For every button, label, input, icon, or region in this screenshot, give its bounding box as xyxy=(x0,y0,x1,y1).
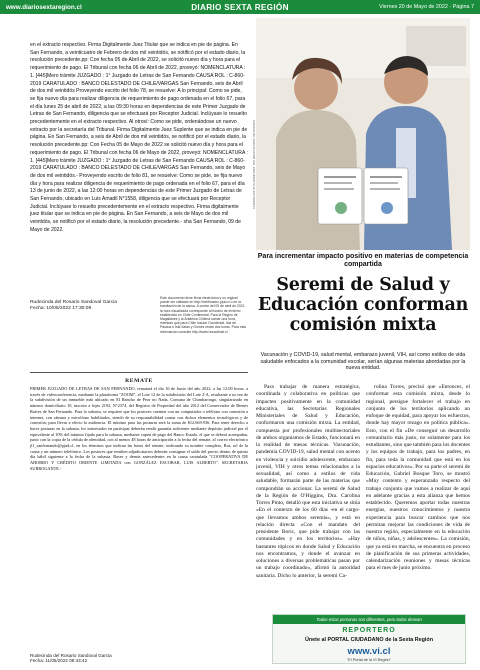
article-kicker: Para incrementar impacto positivo en materias de competencia compartida xyxy=(257,253,469,269)
remate-text: PRIMER JUZGADO DE LETRAS DE SAN FERNANDO, rematará el día 16 de Junio del año 2022, a las 12:00 horas, a través de videoconferencia, mediante la plataforma "ZOOM", el Lote 12 de la subdivisión del Lote 2-A, resultante a su vez de la subdivisión de un inmueble más ubicado en El Rancho de Peor no Nada, Comuna de Chimbarongo, singularizado en número domiciliario 10, inscrito a fojas 2192, N°2374, del Registro de Propiedad del año 2012 del Conservador de Bienes Raíces de San Fernando. Para la subasta, se requiere que los postores cuenten con un computador o teléfono con conexión a internet, con cámara y micrófono habilitados, siendo de su responsabilidad contar con dichos elementos tecnológicos y de conexión; para llevar a efecto la audiencia. El mínimo para las posturas será la suma de $12.669.936. Para tener derecho a hacer posturas en la subasta, los interesados en participar deberán rendir garantía suficiente mediante depósito judicial por el equivalente al 10% del mínimo fijado para la subasta, mediante cupón de pago del Banco Estado, el que se deberá acompañar, junto con la copia de la cédula de identidad, con al menos 48 horas de anticipación a la fecha del remate, al correo electrónico jl1_sanfernando@pjud.cl, en los términos que indican las bases del remate, indicando su nombre completo, Rut, rol de la causa y un número telefónico. Los postores que resulten adjudicatarios deberán consignar el saldo del precio dentro de quinto día hábil siguiente a la fecha de la subasta. Bases y demás antecedentes en la causa caratulada "COOPERATIVA DE AHORRO Y CRÉDITO ORIENTE LIMITADA con GONZÁLEZ ESCOBAR, LUIS ALBERTO". SECRETARIA SUBROGANTE.- xyxy=(30,386,248,471)
article-body xyxy=(256,384,470,580)
remate-title: REMATE xyxy=(125,378,153,384)
article-column-2 xyxy=(366,384,470,580)
article-column-1-text: Para trabajar de manera estratégica, coordinada y colaborativa en políticas que impacten positivamente en la comunidad educativa, las Secretarías Regionales Ministeriales de Salud y Educación, conformaron una comisión mixta. La entidad, compuesta por profesionales multisectoriales de ambos organismos de Estado, funcionará en la realidad de mesas técnicas. Vacunación, pandemia COVID-19, salud mental con acento en violencia y suicidio adolescente, embarazo juvenil, VIH y otros temas relacionados a la sexualidad, así como a estilos de vida saludable, formarán parte de las materias que compondrán su accionar. La seremi de Salud de la Región de O'Higgins, Dra. Carolina Torres Pinto, detalló que esta iniciativa se sitúa «En el contexto de los 60 días -en el cargo- que llevamos ambos seremis», y está en relación directa «Con el mandato del presidente Boric, que pide trabajar con las comunidades y en los territorios». «Hay bastantes tópicos en donde Salud y Educación nos encontramos, y donde el avanzar en soluciones a diversas problemáticas pasan por un trabajo coordinado», afirmó la autoridad sanitaria. Dicho lo anterior, la seremi Ca- xyxy=(256,384,360,579)
ad-band-text: Todas estas personas son diferentes, pero todas desean xyxy=(273,615,465,624)
issue-date-page: Viernes 20 de Mayo de 2022 - Página 7 xyxy=(379,4,474,10)
ad-tagline: "El Portal de la VI Región" xyxy=(346,658,392,662)
officials-photo-illustration xyxy=(256,18,470,250)
ad-url-link[interactable]: www.vi.cl xyxy=(347,646,391,657)
signature-date: Fecha: 10/05/2022 17:30:09 xyxy=(30,306,92,311)
article-column-1 xyxy=(256,384,360,580)
ad-brand: REPORTERO xyxy=(342,627,396,634)
signature-date: Fecha: 11/05/2022 08:43:42 xyxy=(30,658,88,664)
electronic-signature-stamp-1: Este documento tiene firma electrónica y su original puede ser validado en http://verificadoc.pjud.cl o en la tramitación de la causa. A contar del 09 de abril de 2022, la hora visualizada corresponde al horario de invierno establecido en Chile Continental. Para la Región de Magallanes y la Antártica Chilena sumar una hora, mientras que para Chile Insular Occidental, Isla de Pascua e Isla Salas y Gómez restar dos horas. Para más información consulte http://www.horaoficial.cl xyxy=(160,296,247,334)
article-headline: Seremi de Salud y Educación conforman comisión mixta xyxy=(257,275,469,335)
article-lead: Vacunación y COVID-19, salud mental, embarazo juvenil, VIH, así como estilos de vida saludable enfocados a la comunidad escolar, serían algunas materias abordadas por la nueva entidad. xyxy=(260,352,466,371)
article-column-2-text: rolina Torres, precisó que «Entonces, el conformar esta comisión mixta, desde lo regional, persigue fortalecer el trabajo en conjunto de los territorios aplicando un enfoque de equidad, para apoyar los esfuerzos, donde hay mayor rezago en política pública». Esto, con el fin «De conseguir un desarrollo comunitario más justo, no solamente para los estudiantes, sino que también para los docentes y los equipos de trabajo, para los padres, en fin, para toda la comunidad que está en los espacios educativos». Por su parte el seremi de Educación, Gabriel Bosque Toro, se mostró «Muy contento y esperanzado respecto del trabajo conjunto que vamos a realizar de aquí en adelante gracias a esta alianza que hemos establecido. Queremos aportar todas nuestras energías, nuestros conocimientos y nuestra experiencia para buscar caminos que nos permitan mejorar las condiciones de vida de nuestra región, especialmente en la educación de niños, niñas, y adolescentes». La comisión, que ya está en marcha, se encuentra en proceso de planificación de sus primeras actividades, calendarización reuniones y mesas técnicas para el mes de junio próximo. xyxy=(366,384,471,572)
legal-notice-text: en el extracto respectivo. Firma Digitalmente Juez Titular que se indica en pie de página. En San Fernando, a veinticuatro de Febrero de dos mil veintidós, se notificó por el estado diario, la resolución precedente.pp: Con fecha 05 de Abril de 2022, se solicitó nuevo día y hora para el requerimiento de pago. El Tribunal con fecha 06 de Abril de 2022, proveyó: NOMENCLATURA : 1. [445]Mero trámite JUZGADO : 1° Juzgado de Letras de San Fernando CAUSA ROL : C-860-2019 CARATULADO : BANCO DELESTADO DE CHILE/VARGAS San Fernando, seis de Abril de dos mil veintidós Proveyendo escrito del folio 78, se resuelve: A lo principal: Como se pide, se fija nuevo día para realizar diligencia de requerimiento de pago ordenada en el folio 67, para el día lunes 25 de abril de 2022, a las 09:30 horas en dependencias de este Primer Juzgado de Letras de San Fernando, diligencia que se efectuará por Receptor Judicial. Inclúyase lo resuelto precedentemente en el extracto respectivo. Al otrosí: Como se pide, ordenándose un nuevo extracto por la secretaría del Tribunal. Firma Digitalmente Juez Suplente que se indica en pie de página. En San Fernando, a seis de Abril de dos mil veintidós, se notificó por el estado diario, la resolución precedente.pp: Con Fecha 05 de Mayo de 2022 se solicitó nuevo día y hora para el requerimiento de pago. El Tribunal con fecha 06 de Mayo de 2022, proveyó: NOMENCLATURA : 1. [445]Mero trámite JUZGADO : 1° Juzgado de Letras de San Fernando CAUSA ROL : C-860-2019 CARATULADO : BANCO DELESTADO DE CHILE/VARGAS San Fernando, seis de Mayo de dos mil veintidós.- Proveyendo escrito de folio 81, se resuelve: Como se pide, se fija nuevo día y hora para realizar diligencia de requerimiento de pago ordenada en el folio 67, para el día 13 de junio de 2022, a las 12:00 horas en dependencias de este Primer Juzgado de Letras de San Fernando, ubicado en Luis Amadil N°1558, diligencia que se efectuará por Receptor Judicial. Inclúyase lo resuelto precedentemente en el extracto respectivo. Firma digitalmente juez titular que se indica en pie de página. En San Fernando, a seis de Mayo de dos mil veintidós, se notificó por el estado diario, la resolución precedente.- sha San Fernando, 09 de Mayo de 2022. xyxy=(30,42,248,233)
page-header xyxy=(0,0,480,14)
signature-name: Rudecinda del Rosario Sandoval Garcia xyxy=(30,653,112,658)
site-url[interactable]: www.diariosextaregion.cl xyxy=(6,3,82,11)
newspaper-name: DIARIO SEXTA REGIÓN xyxy=(191,2,289,12)
article-photo xyxy=(256,18,470,250)
signature-block-1 xyxy=(30,300,150,312)
ad-call-to-action: Únete al PORTAL CIUDADANO de la Sexta Región xyxy=(305,637,433,643)
portal-advertisement[interactable] xyxy=(272,614,466,664)
legal-notice xyxy=(30,42,248,235)
remate-notice xyxy=(30,386,248,472)
signature-block-2 xyxy=(30,653,180,664)
verification-code-note: CODIGO DE VERIFICACION DEL DOCUMENTO ELECTRONICO xyxy=(252,120,256,209)
signature-name: Rudecinda del Rosario Sandoval Garcia xyxy=(30,300,117,305)
section-divider xyxy=(30,372,248,373)
